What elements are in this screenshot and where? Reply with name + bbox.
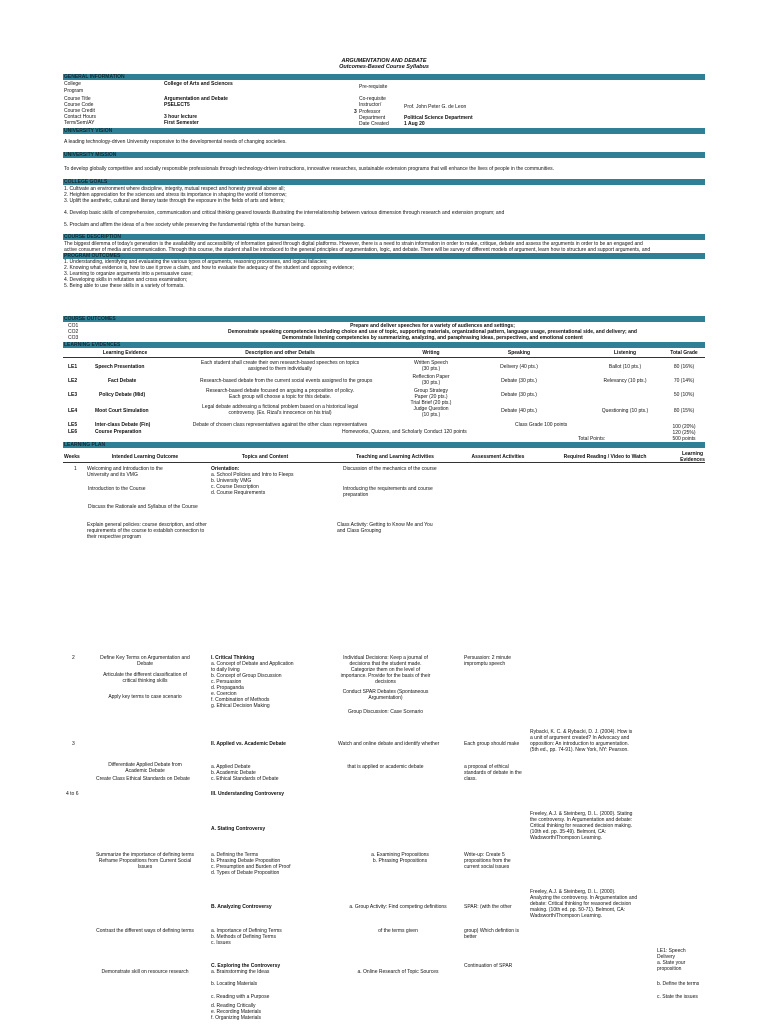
evidence-header-rule [63, 357, 705, 358]
course-outcome-text: Prepare and deliver speeches for a variety of audiences and settings; [350, 323, 515, 329]
course-credit-label: Course Credit [64, 108, 95, 114]
evidence-speaking: Delivery (40 pts.) [500, 364, 538, 370]
week4-reading-b: Freeley, A.J. & Steinberg, D. L. (2000). Analyzing the controversy. In Argumentation and debate: Critical thinking for reasoned decision making. (10th ed. pp. 50-71). Belmont, CA: Wadsworth/Thompson Learning. [530, 889, 638, 919]
evidence-name: Moot Court Simulation [95, 408, 149, 414]
week3-assessment: a proposal of ethical standards of debate in the class. [464, 764, 522, 782]
course-outcome-code: CO3 [68, 335, 79, 341]
week4-activity-b: of the terms given [378, 928, 418, 934]
evidence-name: Course Preparation [95, 429, 142, 435]
university-vision-text: A leading technology-driven University responsive to the developmental needs of changing societies. [64, 139, 287, 145]
week4-subtopic-a: A. Stating Controversy [211, 826, 266, 832]
course-description-line: The biggest dilemma of today's generation is the availability and accessibility of information gained through digital platforms. However, there is a need to strain information in order to make, critique, debate and assess the arguments in order to be an engaged and [64, 241, 643, 247]
learning-evidences-header: LEARNING EVIDENCES [63, 342, 705, 348]
week4-topics-c: b. Locating Materials [211, 981, 258, 987]
evidence-description: Homeworks, Quizzes, and Scholarly Conduct 120 points [342, 429, 467, 435]
week2-topic-heading: I. Critical Thinking [211, 655, 255, 661]
evidence-writing: Trial Brief (20 pts.) [410, 400, 452, 406]
program-outcome-item: 3. Learning to organize arguments into a persuasive case; [64, 271, 193, 277]
plan-col-header: Assessment Activities [471, 454, 525, 460]
week3-activity: Watch and online debate and identify whether [338, 741, 440, 747]
evidence-speaking: Debate (30 pts.) [501, 378, 537, 384]
plan-col-header: Required Reading / Video to Watch [563, 454, 647, 460]
week4-assessment-b: SPAR: (with the other [464, 904, 512, 910]
week3-topic-heading: II. Applied vs. Academic Debate [211, 741, 286, 747]
week1-activity: Introducing the requirements and course preparation [343, 486, 433, 498]
week3-reading: Rybacki, K. C. & Rybacki, D. J. (2004). How is a unit of argument created? In Advocacy and opposition: An introduction to argumentation. (5th ed., pp. 74-91). New York, NY: Pearson. [530, 729, 633, 753]
university-vision-header: UNIVERSITY VISION [63, 128, 705, 134]
week4-ilo-a: Summarize the importance of defining terms Reframe Propositions from Current Social Issues [95, 852, 195, 870]
program-outcome-item: 1. Understanding, identifying and evaluating the various types of arguments, reasoning processes, and logical fallacies; [64, 259, 328, 265]
evidence-listening: Ballot (10 pts.) [608, 364, 642, 370]
course-code-value: PSELECT5 [164, 102, 190, 108]
evidence-listening: Relevancy (10 pts.) [603, 378, 647, 384]
week2-activity: Individual Decisions: Keep a journal of decisions that the student made. Categorize them on the level of importance. Provide for the basis of their decisions [340, 655, 431, 685]
evidence-code: LE1 [68, 364, 78, 370]
week2-activity: Conduct SPAR Debates (Spontaneous Argumentation) [342, 689, 429, 701]
plan-col-header: Learning Evidences [680, 451, 705, 463]
course-code-label: Course Code [64, 102, 94, 108]
week4-assessment-c: Continuation of SPAR [464, 963, 513, 969]
evidence-total: 70 (14%) [673, 378, 695, 384]
corequisite-label: Co-requisite [359, 96, 386, 102]
evidence-code: LE5 [68, 422, 78, 428]
evidence-col-header: Writing [422, 350, 440, 356]
week2-activity: Group Discussion: Case Scenario [347, 709, 424, 715]
college-goal-item: 2. Heighten appreciation for the sciences and stress its importance in shaping the world of tomorrow; [64, 192, 287, 198]
week4-activity-a: a. Examining Propositions b. Phrasing Propositions [371, 852, 429, 864]
week2-ilo: Apply key terms to case scenario [108, 694, 182, 700]
evidence-total: 120 (25%) [672, 430, 696, 436]
course-outcome-text: Demonstrate speaking competencies including choice and use of topic, supporting materials, organizational pattern, language usage, presentational side, and delivery; and [228, 329, 637, 335]
week3-activity: that is applied or academic debate [347, 764, 424, 770]
total-points-value: 500 points [672, 436, 696, 442]
week4-topics-c: a. Brainstorming the Ideas [211, 969, 270, 975]
week4-topic-heading: III. Understanding Controversy [211, 791, 285, 797]
week4-learning-evidence-c: b. Define the terms [657, 981, 700, 987]
total-points-label: Total Points: [578, 436, 606, 442]
college-value: College of Arts and Sciences [164, 81, 233, 87]
evidence-description: Legal debate addressing a fictional problem based on a historical legal controversy. (Ex. Rizal's innocence on his trial) [202, 404, 358, 416]
evidence-description: Research-based debate from the current social events assigned to the groups [200, 378, 373, 384]
evidence-writing: Judge Question (10 pts.) [413, 406, 449, 418]
week4-topics-a: a. Defining the Terms b. Phrasing Debate Proposition c. Presumption and Burden of Proof d. Types of Debate Proposition [211, 852, 291, 876]
college-goal-item: 5. Proclaim and affirm the ideas of a free society while preserving the fundamental rights of the human being. [64, 222, 305, 228]
date-created-label: Date Created [359, 121, 389, 127]
week1-ilo: Discuss the Rationale and Syllabus of the Course [88, 504, 198, 510]
evidence-description: Each student shall create their own research-based speeches on topics assigned to them individually [200, 360, 360, 372]
course-description-header: COURSE DESCRIPTION [63, 234, 705, 240]
program-label: Program [64, 88, 84, 94]
week2-ilo: Define Key Terms on Argumentation and Debate [100, 655, 190, 667]
week4-activity-b: a. Group Activity: Find competing definitions [349, 904, 447, 910]
course-description-line: active consumer of media and communication. Through this course, the student shall be introduced to the general principles of argumentation, logic, and debate. There will be survey of different models of argument, learn how to structure and support arguments, and [64, 247, 651, 253]
evidence-code: LE2 [68, 378, 78, 384]
plan-header-rule [63, 462, 705, 463]
course-title-value: Argumentation and Debate [164, 96, 228, 102]
evidence-code: LE4 [68, 408, 78, 414]
plan-col-header: Intended Learning Outcome [111, 454, 179, 460]
course-outcome-code: CO2 [68, 329, 79, 335]
college-label: College [64, 81, 81, 87]
general-information-header: GENERAL INFORMATION [63, 74, 705, 80]
course-credit-value: 3 [354, 109, 357, 115]
university-mission-text: To develop globally competitive and socially responsible professionals through technology-driven instructions, innovative researches, sustainable extension programs that will enhance the lives of people in the communities. [64, 166, 554, 172]
evidence-description: Research-based debate focused on arguing a proposition of policy. Each group will choose a topic for this debate. [205, 388, 355, 400]
term-label: Term/Sem/AY [64, 120, 95, 126]
instructor-label: Instructor/ [359, 102, 382, 108]
college-goals-header: COLLEGE GOALS [63, 179, 705, 185]
evidence-class-grade: Class Grade 100 points [515, 422, 568, 428]
date-created-value: 1 Aug 20 [404, 121, 425, 127]
evidence-name: Policy Debate (Mid) [99, 392, 146, 398]
evidence-writing: Written Speech (30 pts.) [413, 360, 449, 372]
course-outcome-code: CO1 [68, 323, 79, 329]
week3-topics: a. Applied Debate b. Academic Debate c. Ethical Standards of Debate [211, 764, 279, 782]
evidence-writing: Reflection Paper (30 pts.) [412, 374, 450, 386]
evidence-col-header: Learning Evidence [102, 350, 148, 356]
week1-ilo: Welcoming and Introduction to the University and its VMG [87, 466, 163, 478]
instructor-value: Prof. John Peter G. de Leon [404, 104, 467, 110]
week4-ilo-b: Contrast the different ways of defining terms [96, 928, 194, 934]
university-mission-header: UNIVERSITY MISSION [63, 152, 705, 158]
document-subtitle: Outcomes-Based Course Syllabus [339, 64, 429, 70]
evidence-name: Inter-class Debate (Fin) [95, 422, 151, 428]
evidence-total: 80 (16%) [673, 364, 695, 370]
week4-assessment-b: group) Which defintion is better [464, 928, 520, 940]
week4-topics-b: a. Importance of Defining Terms b. Methods of Defining Terms c. Issues [211, 928, 282, 946]
document-title: ARGUMENTATION AND DEBATE [341, 58, 427, 64]
college-goal-item: 4. Develop basic skills of comprehension, communication and critical thinking geared towards illustrating the interrelationship between various dimension through research and extension program; and [64, 210, 505, 216]
week-number: 1 [74, 466, 77, 472]
week1-topic-heading: Orientation: [211, 466, 240, 472]
department-label: Department [359, 115, 386, 121]
evidence-name: Speech Presentation [95, 364, 145, 370]
week1-activity: Class Activity: Getting to Know Me and You and Class Grouping [337, 522, 433, 534]
evidence-col-header: Total Grade [670, 350, 698, 356]
evidence-speaking: Debate (30 pts.) [501, 392, 537, 398]
evidence-writing: Group Strategy Paper (20 pts.) [414, 388, 448, 400]
program-outcome-item: 5. Being able to use these skills in a variety of formats. [64, 283, 185, 289]
week-number: 2 [72, 655, 75, 661]
course-outcome-text: Demonstrate listening competencies by summarizing, analyzing, and paraphrasing ideas, perspectives, and emotional content [282, 335, 583, 341]
week2-ilo: Articulate the different classification of critical thinking skills [103, 672, 187, 684]
evidence-total: 100 (20%) [672, 424, 696, 430]
college-goal-item: 3. Uplift the aesthetic, cultural and literary taste through the exposure in the fields of arts and letters; [64, 198, 285, 204]
week4-subtopic-c: C. Exploring the Controversy [211, 963, 281, 969]
program-outcome-item: 2. Knowing what evidence is, how to use it prove a claim, and how to evaluate the adequacy of the student and opposing evidence; [64, 265, 354, 271]
plan-col-header: Topics and Content [241, 454, 289, 460]
prerequisite-label: Pre-requisite [359, 84, 388, 90]
week1-topics: a. School Policies and Intro to Fleeps b. University VMG c. Course Description d. Course Requirements [211, 472, 294, 496]
contact-hours-value: 3 hour lecture [164, 114, 198, 120]
week4-topics-c: d. Reading Critically e. Recording Materials f. Organizing Materials [211, 1003, 262, 1021]
week4-activity-c: a. Online Research of Topic Sources [357, 969, 439, 975]
week4-ilo-c: Demonstrate skill on resource research [101, 969, 189, 975]
evidence-code: LE6 [68, 429, 78, 435]
week3-assessment: Each group should make [464, 741, 520, 747]
department-value: Political Science Department [404, 115, 473, 121]
week4-subtopic-b: B. Analyzing Controversy [211, 904, 272, 910]
college-goal-item: 1. Cultivate an environment where discipline, integrity, mutual respect and honesty prevail above all; [64, 186, 285, 192]
contact-hours-label: Contact Hours [64, 114, 96, 120]
week-number: 3 [72, 741, 75, 747]
week1-ilo: Explain general policies: course description, and other requirements of the course to establish connection to their respective program [87, 522, 207, 540]
week4-topics-c: c. Reading with a Purpose [211, 994, 270, 1000]
evidence-listening: Questioning (10 pts.) [601, 408, 649, 414]
term-value: First Semester [164, 120, 199, 126]
course-title-label: Course Title [64, 96, 91, 102]
week2-topics: a. Concept of Debate and Application to daily living b. Concept of Group Discussion c. Persuasion d. Propaganda e. Coercion f. Combination of Methods g. Ethical Decision Making [211, 661, 294, 709]
evidence-code: LE3 [68, 392, 78, 398]
week4-reading-a: Freeley, A.J. & Steinberg, D. L. (2000). Stating the controversy. In Argumentation and debate: Critical thinking for reasoned decision making. (10th ed. pp. 35-49). Belmont, CA: Wadsworth/Thompson Learning. [530, 811, 633, 841]
plan-col-header: Weeks [64, 454, 80, 460]
course-outcomes-header: COURSE OUTCOMES [63, 316, 705, 322]
week1-activity: Discussion of the mechanics of the course [343, 466, 437, 472]
evidence-col-header: Speaking [507, 350, 531, 356]
week4-learning-evidence-c: LE1: Speech Delivery a. State your proposition [657, 948, 686, 972]
week3-ilo: Differentiate Applied Debate from Academic Debate [108, 762, 182, 774]
week3-ilo: Create Class Ethical Standards on Debate [96, 776, 190, 782]
week-number: 4 to 6 [66, 791, 79, 797]
plan-col-header: Teaching and Learning Activities [356, 454, 434, 460]
professor-label: Professor [359, 109, 381, 115]
evidence-col-header: Listening [613, 350, 637, 356]
evidence-name: Fact Debate [108, 378, 137, 384]
evidence-col-header: Description and other Details [245, 350, 315, 356]
week4-learning-evidence-c: c. State the issues [657, 994, 698, 1000]
evidence-speaking: Debate (40 pts.) [501, 408, 537, 414]
evidence-total: 50 (10%) [673, 392, 695, 398]
program-outcomes-header: PROGRAM OUTCOMES [63, 253, 705, 259]
evidence-description: Debate of chosen class representatives against the other class representatives [192, 422, 368, 428]
week1-ilo: Introduction to the Course [88, 486, 146, 492]
evidence-total: 80 (15%) [673, 408, 695, 414]
learning-plan-header: LEARNING PLAN [63, 442, 705, 448]
week2-assessment: Persuasion: 2 minute impromptu speech [464, 655, 511, 667]
week4-assessment-a: Write-up: Create 5 propositions from the current social issues [464, 852, 511, 870]
program-outcome-item: 4. Developing skills in refutation and cross examination; [64, 277, 188, 283]
